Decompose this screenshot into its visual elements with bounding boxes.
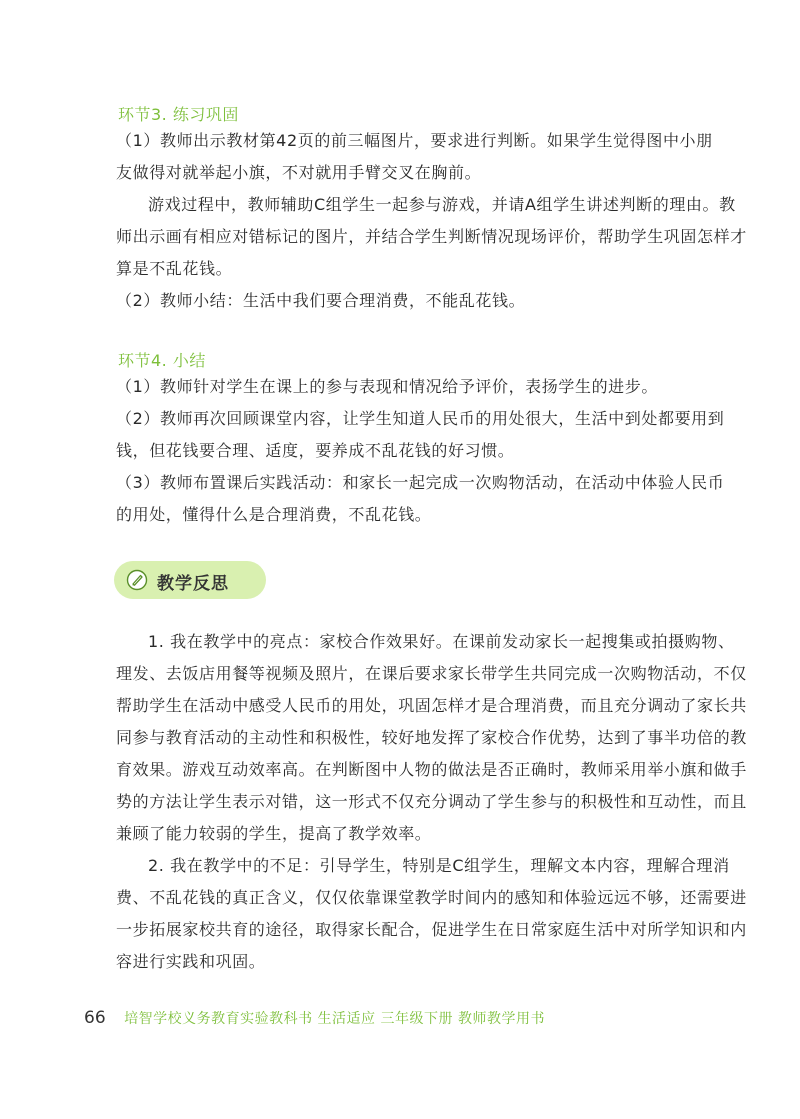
text-line: 钱，但花钱要合理、适度，要养成不乱花钱的好习惯。 <box>116 441 515 460</box>
text-line: （2）教师小结：生活中我们要合理消费，不能乱花钱。 <box>116 291 526 310</box>
text-line: （1）教师针对学生在课上的参与表现和情况给予评价，表扬学生的进步。 <box>116 377 658 396</box>
text-line: （3）教师布置课后实践活动：和家长一起完成一次购物活动，在活动中体验人民币 <box>116 473 725 492</box>
text-line: 友做得对就举起小旗，不对就用手臂交叉在胸前。 <box>116 163 482 182</box>
text-line: 算是不乱花钱。 <box>116 259 233 278</box>
text-line: 一步拓展家校共育的途径，取得家长配合，促进学生在日常家庭生活中对所学知识和内 <box>116 920 747 939</box>
text-line: 兼顾了能力较弱的学生，提高了教学效率。 <box>116 824 432 843</box>
section-4-title: 环节4. 小结 <box>118 351 206 370</box>
page-number: 66 <box>84 1008 106 1028</box>
section-3-paragraph-2 <box>116 189 747 285</box>
text-line: 2. 我在教学中的不足：引导学生，特别是C组学生，理解文本内容，理解合理消 <box>148 856 730 875</box>
text-line: 势的方法让学生表示对错，这一形式不仅充分调动了学生参与的积极性和互动性，而且 <box>116 792 747 811</box>
text-line: 费、不乱花钱的真正含义，仅仅依靠课堂教学时间内的感知和体验远远不够，还需要进 <box>116 888 747 907</box>
text-line: 师出示画有相应对错标记的图片，并结合学生判断情况现场评价，帮助学生巩固怎样才 <box>116 227 747 246</box>
text-line: 同参与教育活动的主动性和积极性，较好地发挥了家校合作优势，达到了事半功倍的教 <box>116 728 747 747</box>
reflection-paragraph-1 <box>116 626 747 850</box>
reflection-paragraph-2 <box>116 850 747 978</box>
text-line: 理发、去饭店用餐等视频及照片，在课后要求家长带学生共同完成一次购物活动，不仅 <box>116 664 747 683</box>
section-4-paragraph-2 <box>116 403 725 467</box>
text-line: 育效果。游戏互动效率高。在判断图中人物的做法是否正确时，教师采用举小旗和做手 <box>116 760 747 779</box>
section-3-title: 环节3. 练习巩固 <box>118 105 239 124</box>
text-line: 游戏过程中，教师辅助C组学生一起参与游戏，并请A组学生讲述判断的理由。教 <box>148 195 736 214</box>
section-3-paragraph-1 <box>116 125 713 189</box>
section-4-paragraph-3 <box>116 467 725 531</box>
text-line: 容进行实践和巩固。 <box>116 952 266 971</box>
teaching-reflection-banner <box>114 561 266 599</box>
text-line: 1. 我在教学中的亮点：家校合作效果好。在课前发动家长一起搜集或拍摄购物、 <box>148 632 735 651</box>
text-line: （2）教师再次回顾课堂内容，让学生知道人民币的用处很大，生活中到处都要用到 <box>116 409 725 428</box>
page-footer <box>84 1008 545 1028</box>
pencil-leaf-icon <box>126 569 148 591</box>
text-line: 帮助学生在活动中感受人民币的用处，巩固怎样才是合理消费，而且充分调动了家长共 <box>116 696 747 715</box>
text-line: （1）教师出示教材第42页的前三幅图片，要求进行判断。如果学生觉得图中小朋 <box>116 131 713 150</box>
text-line: 的用处，懂得什么是合理消费，不乱花钱。 <box>116 505 432 524</box>
book-title: 培智学校义务教育实验教科书 生活适应 三年级下册 教师教学用书 <box>124 1011 545 1027</box>
section-3-paragraph-3 <box>116 285 700 317</box>
banner-title: 教学反思 <box>157 574 229 594</box>
section-4-paragraph-1 <box>116 371 700 403</box>
